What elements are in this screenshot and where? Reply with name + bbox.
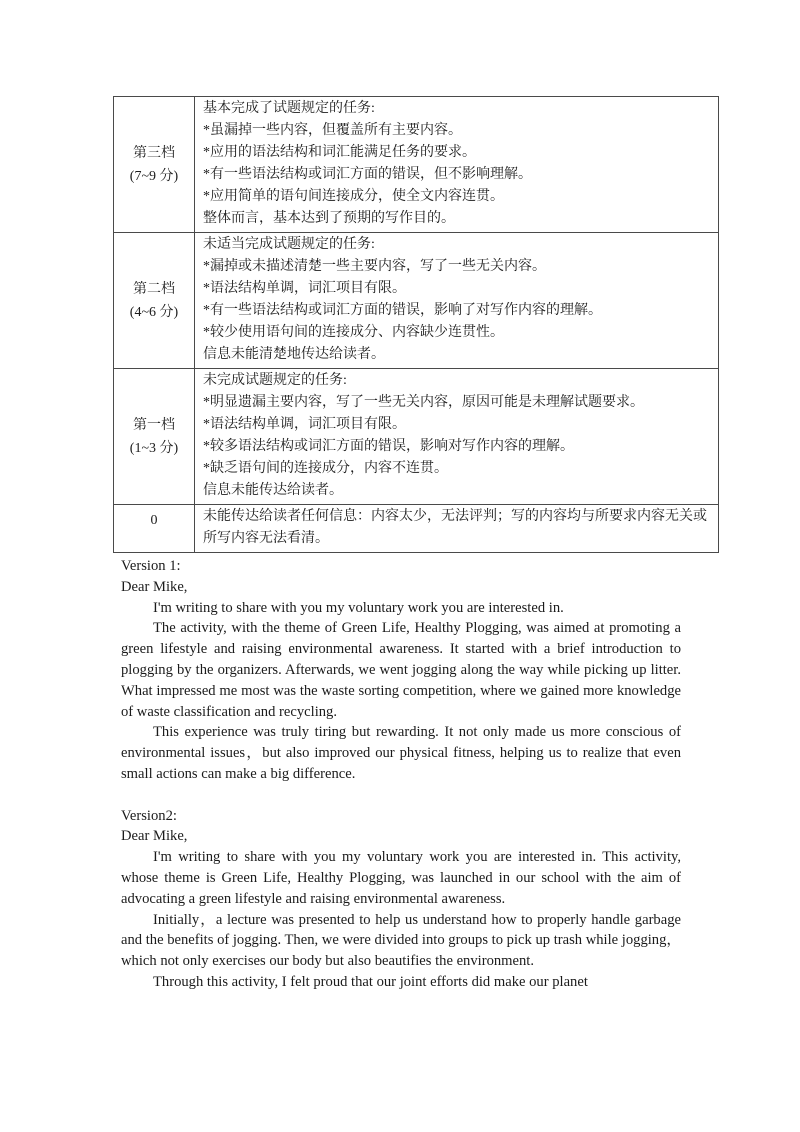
letter-greeting: Dear Mike, (121, 828, 188, 845)
criteria-line: *应用简单的语句间连接成分，使全文内容连贯。 (203, 189, 504, 204)
level-cell (114, 233, 195, 369)
criteria-line: *较多语法结构或词汇方面的错误，影响对写作内容的理解。 (203, 439, 574, 454)
section-gap (121, 785, 681, 806)
criteria-line: *有一些语法结构或词汇方面的错误，影响了对写作内容的理解。 (203, 303, 602, 318)
description-cell (195, 369, 719, 505)
essay-paragraph: I'm writing to share with you my voluntary work you are interested in. This activity, whose theme is Green Life, Healthy Plogging, was launched in our school with the aim of advocating a green lifestyle and raising environmental awareness. (121, 849, 681, 907)
level-name: 0 (150, 513, 158, 528)
level-cell (114, 369, 195, 505)
criteria-line: *缺乏语句间的连接成分，内容不连贯。 (203, 461, 448, 476)
essay-paragraph: I'm writing to share with you my voluntary work you are interested in. (153, 599, 564, 616)
level-cell (114, 505, 195, 553)
criteria-line: *较少使用语句间的连接成分、内容缺少连贯性。 (203, 325, 504, 340)
criteria-line: 信息未能传达给读者。 (203, 483, 343, 498)
criteria-line: 信息未能清楚地传达给读者。 (203, 347, 385, 362)
version-label: Version 1: (121, 558, 181, 574)
scoring-rubric-table (113, 96, 719, 553)
rubric-row-level-2 (114, 233, 719, 369)
essay-version-1 (121, 556, 681, 785)
criteria-line: 未完成试题规定的任务: (203, 373, 347, 388)
level-name: 第二档 (133, 281, 175, 297)
criteria-line: *有一些语法结构或词汇方面的错误，但不影响理解。 (203, 167, 532, 182)
description-cell (195, 505, 719, 553)
essay-paragraph: Initially，a lecture was presented to help us understand how to properly handle garbage and the benefits of jogging. Then, we were divided into groups to pick up trash while jogging， which not only exercises our body but also beautifies the environment. (121, 911, 681, 970)
essay-version-2 (121, 806, 681, 993)
version-label: Version2: (121, 807, 177, 824)
criteria-line: *语法结构单调，词汇项目有限。 (203, 417, 406, 432)
criteria-line: *明显遗漏主要内容，写了一些无关内容，原因可能是未理解试题要求。 (203, 395, 644, 410)
level-cell (114, 97, 195, 233)
sample-essays (121, 556, 681, 993)
letter-greeting: Dear Mike, (121, 578, 188, 595)
description-cell (195, 97, 719, 233)
description-cell (195, 233, 719, 369)
essay-paragraph: This experience was truly tiring but rewarding. It not only made us more conscious of environmental issues，but also improved our physical fitness, helping us to realize that even small actions can make a big difference. (121, 724, 681, 782)
essay-paragraph: The activity, with the theme of Green Life, Healthy Plogging, was aimed at promoting a green lifestyle and raising environmental awareness. It started with a brief introduction to plogging by the organizers. Afterwards, we went jogging along the way while picking up litter. What impressed me most was the waste sorting competition, where we gained more knowledge of waste classification and recycling. (121, 620, 681, 720)
essay-paragraph: Through this activity, I felt proud that our joint efforts did make our planet (153, 973, 588, 990)
rubric-row-level-1 (114, 369, 719, 505)
rubric-row-level-0 (114, 505, 719, 553)
level-name: 第一档 (133, 417, 175, 433)
level-range: (1~3 分) (129, 440, 179, 456)
level-range: (4~6 分) (129, 304, 179, 320)
criteria-line: 未能传达给读者任何信息：内容太少，无法评判；写的内容均与所要求内容无关或所写内容无法看清。 (203, 509, 707, 546)
criteria-line: *虽漏掉一些内容，但覆盖所有主要内容。 (203, 123, 462, 138)
criteria-line: 整体而言，基本达到了预期的写作目的。 (203, 211, 455, 226)
criteria-line: *应用的语法结构和词汇能满足任务的要求。 (203, 145, 476, 160)
level-range: (7~9 分) (129, 168, 179, 184)
rubric-row-level-3 (114, 97, 719, 233)
criteria-line: *语法结构单调，词汇项目有限。 (203, 281, 406, 296)
criteria-line: 基本完成了试题规定的任务: (203, 101, 375, 116)
level-name: 第三档 (133, 145, 175, 161)
criteria-line: *漏掉或未描述清楚一些主要内容，写了一些无关内容。 (203, 259, 546, 274)
criteria-line: 未适当完成试题规定的任务: (203, 237, 375, 252)
